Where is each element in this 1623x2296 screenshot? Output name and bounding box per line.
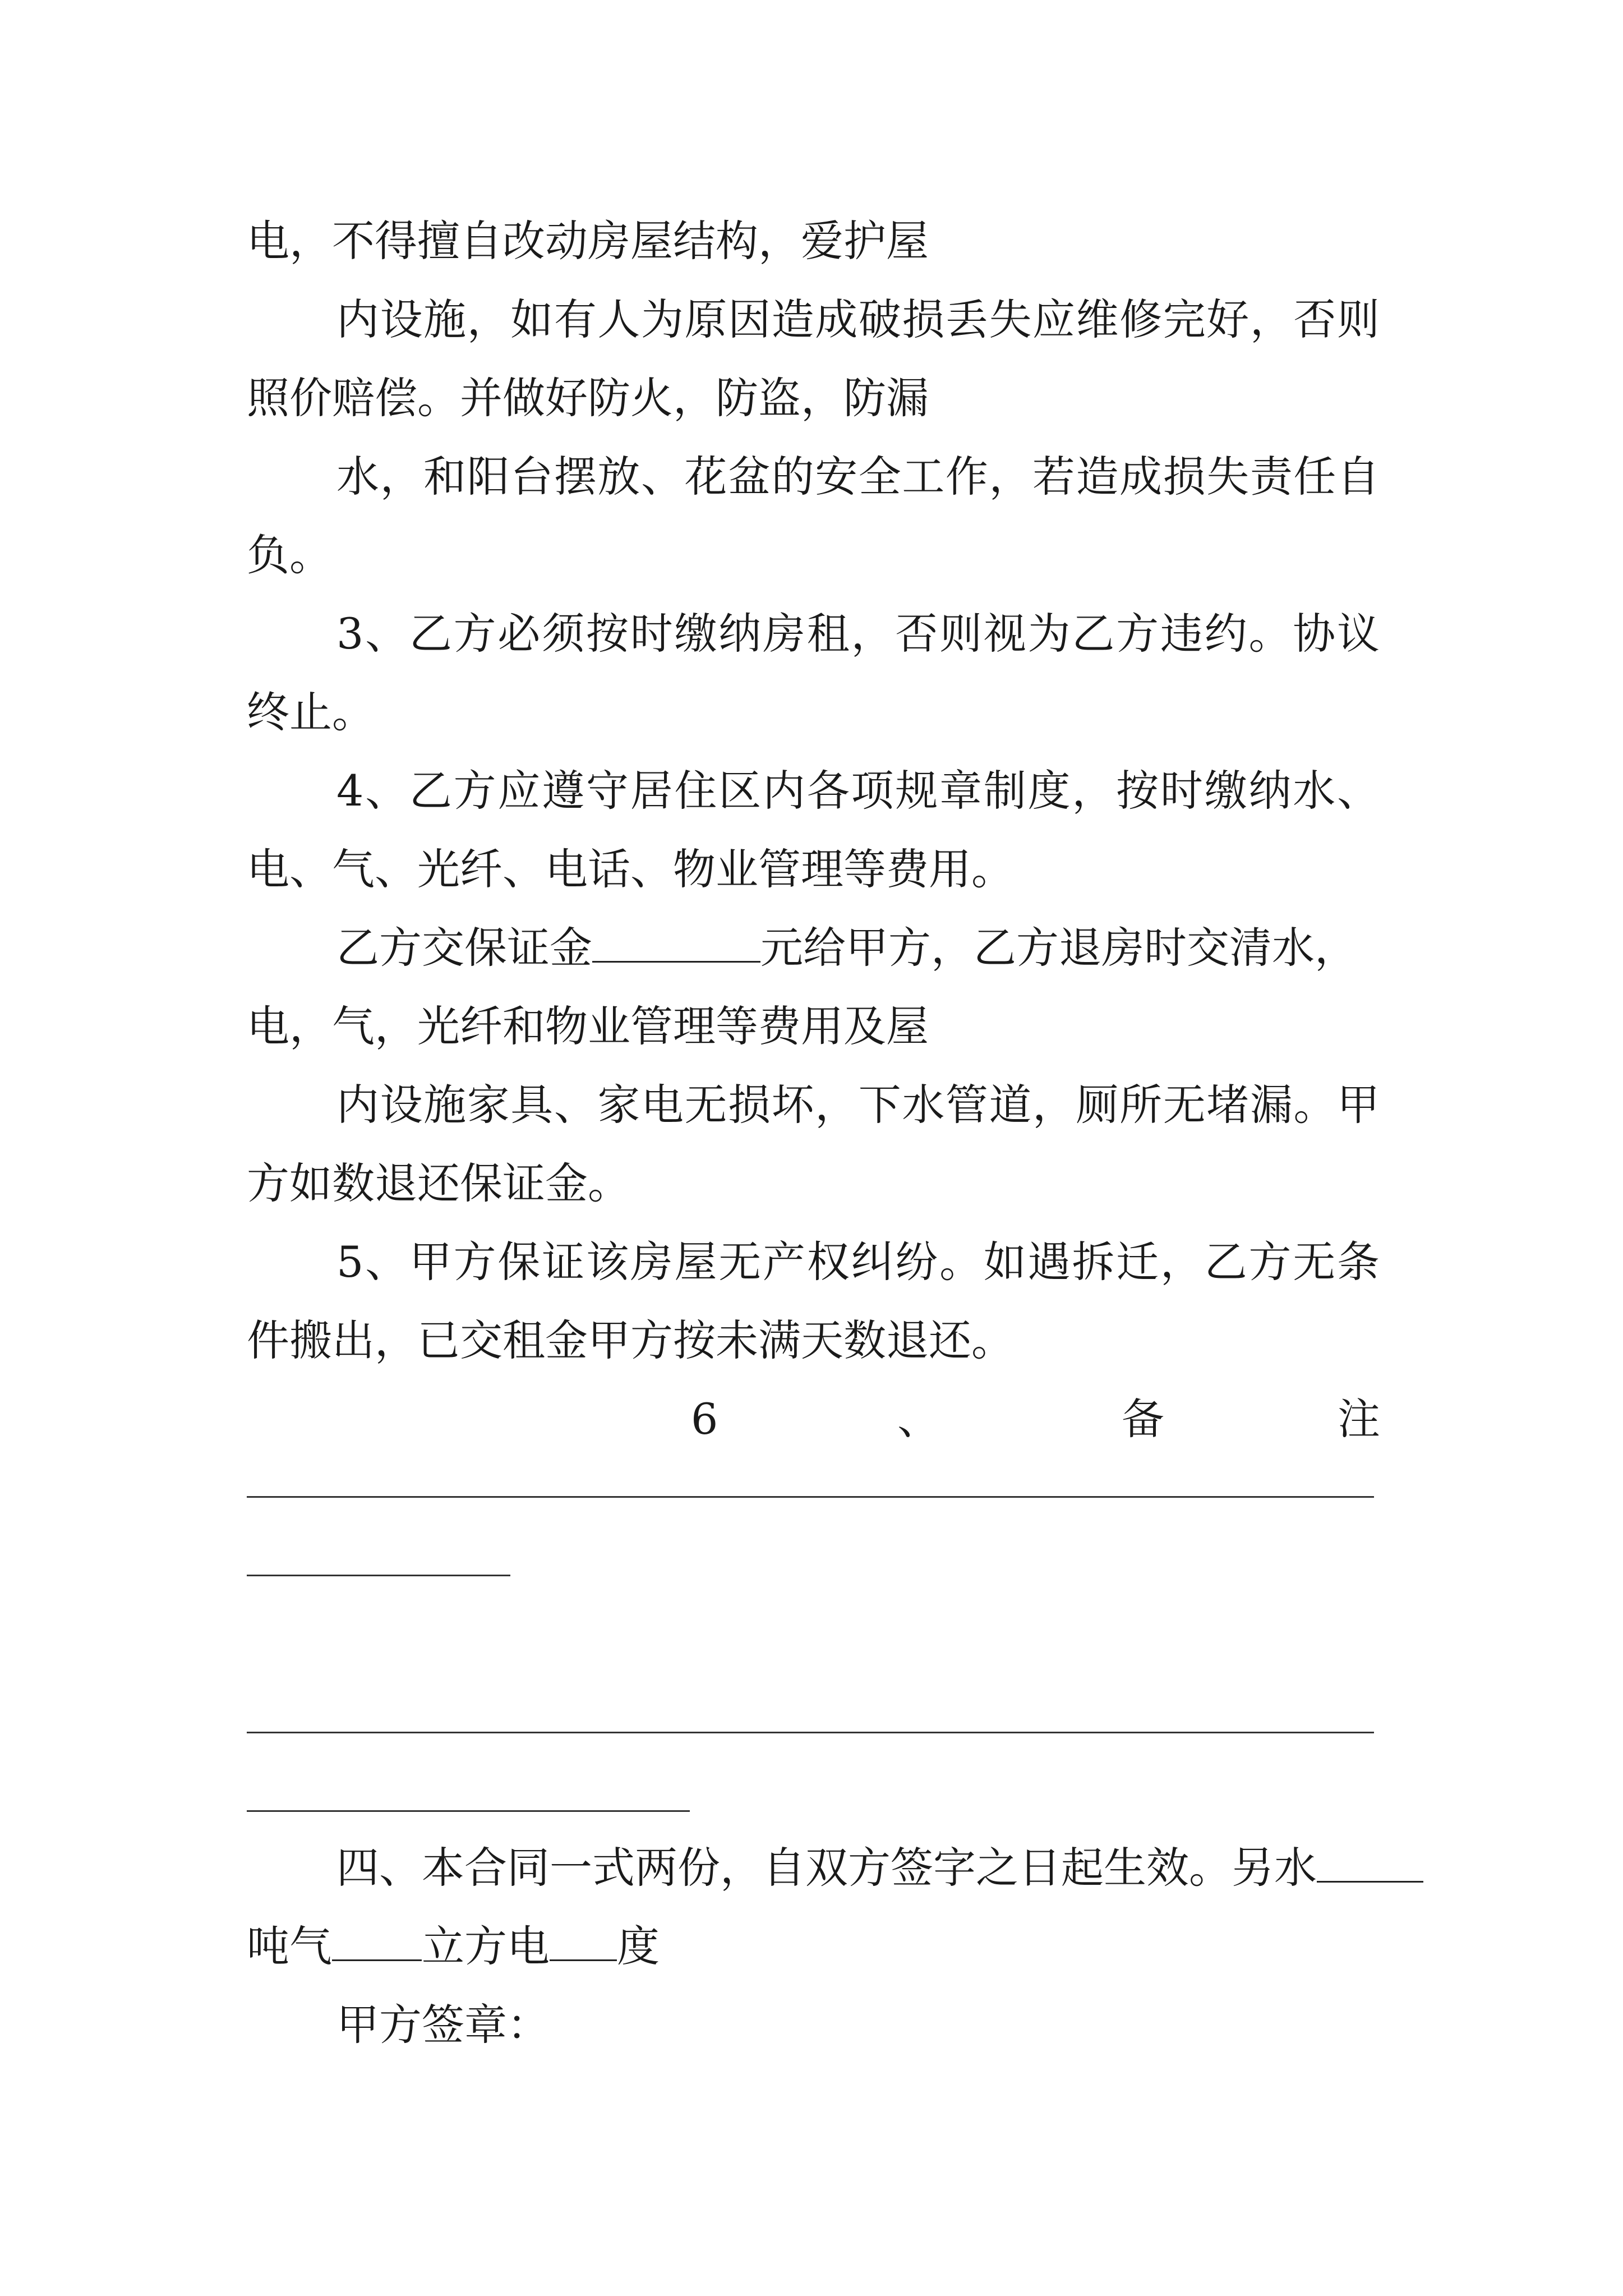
deposit-line xyxy=(336,920,1357,976)
remarks-blank-line[interactable] xyxy=(247,1732,1374,1733)
paragraph-line: 照价赔偿。并做好防火，防盗，防漏 xyxy=(247,373,929,423)
deposit-prefix: 乙方交保证金 xyxy=(336,923,592,973)
paragraph-line: 水，和阳台摆放、花盆的安全工作，若造成损失责任自 xyxy=(336,452,1380,501)
water-unit-gas-label: 吨气 xyxy=(247,1921,332,1971)
clause-four-text: 四、本合同一式两份，自双方签字之日起生效。另水 xyxy=(336,1843,1317,1893)
clause-four-line xyxy=(336,1840,1423,1896)
remarks-char-2: 注 xyxy=(1338,1394,1380,1444)
paragraph-line: 终止。 xyxy=(247,687,375,737)
water-reading-blank[interactable] xyxy=(1317,1845,1423,1883)
remarks-char-1: 备 xyxy=(1122,1394,1164,1444)
party-a-signature-label: 甲方签章： xyxy=(336,2000,550,2050)
clause-item-3: 3、乙方必须按时缴纳房租，否则视为乙方违约。协议 xyxy=(336,609,1380,659)
electric-unit-label: 度 xyxy=(617,1921,660,1971)
deposit-amount-blank[interactable] xyxy=(592,925,760,963)
remarks-number: 6 xyxy=(691,1394,718,1444)
paragraph-line: 方如数退还保证金。 xyxy=(247,1158,630,1208)
remarks-blank-line[interactable] xyxy=(247,1810,690,1812)
remarks-blank-line[interactable] xyxy=(247,1575,510,1576)
clause-item-4: 4、乙方应遵守居住区内各项规章制度，按时缴纳水、 xyxy=(336,766,1380,816)
paragraph-line: 内设施家具、家电无损坏，下水管道，厕所无堵漏。甲 xyxy=(336,1080,1380,1130)
clause-item-5: 5、甲方保证该房屋无产权纠纷。如遇拆迁，乙方无条 xyxy=(336,1237,1380,1287)
deposit-suffix: 元给甲方，乙方退房时交清水， xyxy=(760,923,1357,973)
gas-unit-electric-label: 立方电 xyxy=(422,1921,550,1971)
remarks-blank-line[interactable] xyxy=(247,1496,1374,1498)
paragraph-line: 电，不得擅自改动房屋结构，爱护屋 xyxy=(247,216,929,266)
paragraph-line: 负。 xyxy=(247,530,332,580)
paragraph-line: 内设施，如有人为原因造成破损丢失应维修完好，否则 xyxy=(336,295,1380,344)
remarks-separator: 、 xyxy=(897,1394,940,1444)
meter-readings-line xyxy=(247,1918,660,1975)
gas-reading-blank[interactable] xyxy=(332,1924,422,1961)
electric-reading-blank[interactable] xyxy=(550,1924,617,1961)
paragraph-line: 件搬出，已交租金甲方按未满天数退还。 xyxy=(247,1315,1014,1365)
paragraph-line: 电、气、光纤、电话、物业管理等费用。 xyxy=(247,844,1014,894)
paragraph-line: 电，气，光纤和物业管理等费用及屋 xyxy=(247,1001,929,1051)
